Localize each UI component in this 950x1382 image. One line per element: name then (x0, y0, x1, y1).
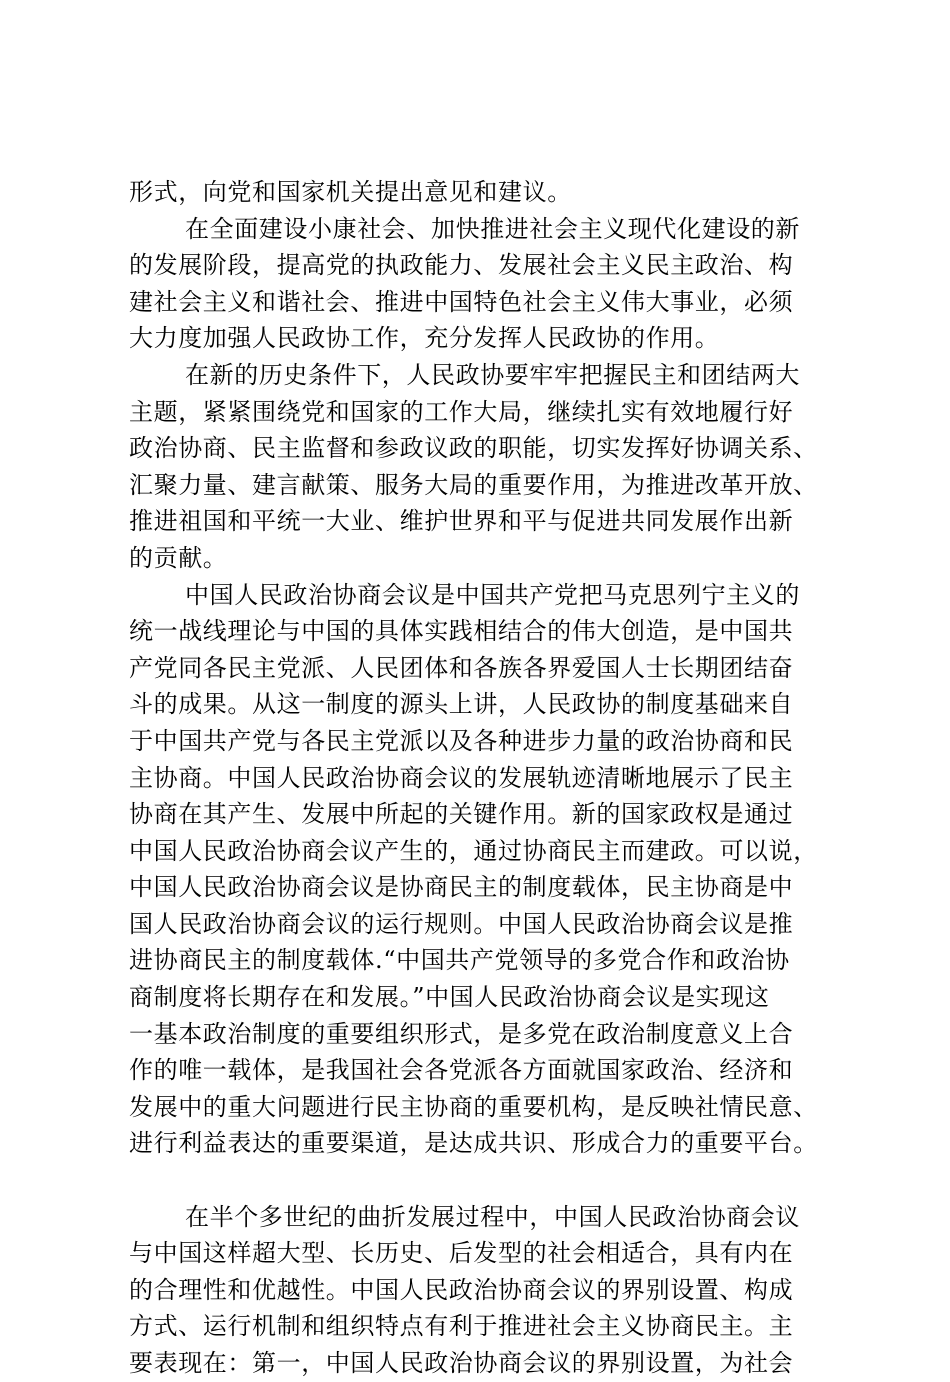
paragraph-2-line: 的发展阶段，提高党的执政能力、发展社会主义民主政治、构 (129, 251, 794, 280)
paragraph-5-line: 与中国这样超大型、长历史、后发型的社会相适合，具有内在 (129, 1239, 794, 1268)
paragraph-5-line: 方式、运行机制和组织特点有利于推进社会主义协商民主。主 (129, 1312, 794, 1341)
paragraph-4-line: 国人民政治协商会议的运行规则。中国人民政治协商会议是推 (129, 909, 794, 938)
paragraph-3-line: 政治协商、民主监督和参政议政的职能，切实发挥好协调关系、 (129, 434, 818, 463)
paragraph-4-line: 作的唯一载体，是我国社会各党派各方面就国家政治、经济和 (129, 1056, 794, 1085)
paragraph-4-line: 中国人民政治协商会议是协商民主的制度载体，民主协商是中 (129, 873, 794, 902)
paragraph-4-line: 产党同各民主党派、人民团体和各族各界爱国人士长期团结奋 (129, 653, 794, 682)
paragraph-4-line: 进行利益表达的重要渠道，是达成共识、形成合力的重要平台。 (129, 1129, 818, 1158)
body-text (129, 174, 829, 1382)
paragraph-4-line: 中国人民政治协商会议是中国共产党把马克思列宁主义的 (185, 580, 800, 609)
paragraph-4-line: 协商在其产生、发展中所起的关键作用。新的国家政权是通过 (129, 800, 794, 829)
paragraph-2-line: 建社会主义和谐社会、推进中国特色社会主义伟大事业，必须 (129, 287, 794, 316)
paragraph-4-line: 主协商。中国人民政治协商会议的发展轨迹清晰地展示了民主 (129, 763, 794, 792)
paragraph-4-line: 斗的成果。从这一制度的源头上讲，人民政协的制度基础来自 (129, 690, 794, 719)
paragraph-5-line: 的合理性和优越性。中国人民政治协商会议的界别设置、构成 (129, 1275, 794, 1304)
paragraph-3-line: 汇聚力量、建言献策、服务大局的重要作用，为推进改革开放、 (129, 470, 818, 499)
paragraph-1-line: 形式，向党和国家机关提出意见和建议。 (129, 178, 572, 206)
paragraph-4-line: 统一战线理论与中国的具体实践相结合的伟大创造，是中国共 (129, 617, 794, 646)
paragraph-5-line: 要表现在：第一，中国人民政治协商会议的界别设置，为社会 (129, 1349, 794, 1377)
paragraph-5-line: 在半个多世纪的曲折发展过程中，中国人民政治协商会议 (185, 1202, 800, 1231)
paragraph-4-line: 于中国共产党与各民主党派以及各种进步力量的政治协商和民 (129, 726, 794, 755)
paragraph-3-line: 主题，紧紧围绕党和国家的工作大局，继续扎实有效地履行好 (129, 397, 794, 426)
paragraph-gap (129, 1162, 829, 1199)
paragraph-4-line: 中国人民政治协商会议产生的，通过协商民主而建政。可以说， (129, 836, 818, 865)
paragraph-4-line: 商制度将长期存在和发展。”中国人民政治协商会议是实现这 (129, 983, 770, 1012)
paragraph-3-line: 在新的历史条件下，人民政协要牢牢把握民主和团结两大 (185, 360, 800, 389)
paragraph-2-line: 大力度加强人民政协工作，充分发挥人民政协的作用。 (129, 324, 720, 353)
paragraph-4-line: 发展中的重大问题进行民主协商的重要机构，是反映社情民意、 (129, 1092, 818, 1121)
paragraph-3-line: 推进祖国和平统一大业、维护世界和平与促进共同发展作出新 (129, 507, 794, 536)
paragraph-2-line: 在全面建设小康社会、加快推进社会主义现代化建设的新 (185, 214, 800, 243)
paragraph-3-line: 的贡献。 (129, 543, 228, 572)
paragraph-4-line: 进协商民主的制度载体.“中国共产党领导的多党合作和政治协 (129, 946, 790, 975)
paragraph-4-line: 一基本政治制度的重要组织形式，是多党在政治制度意义上合 (129, 1019, 794, 1048)
